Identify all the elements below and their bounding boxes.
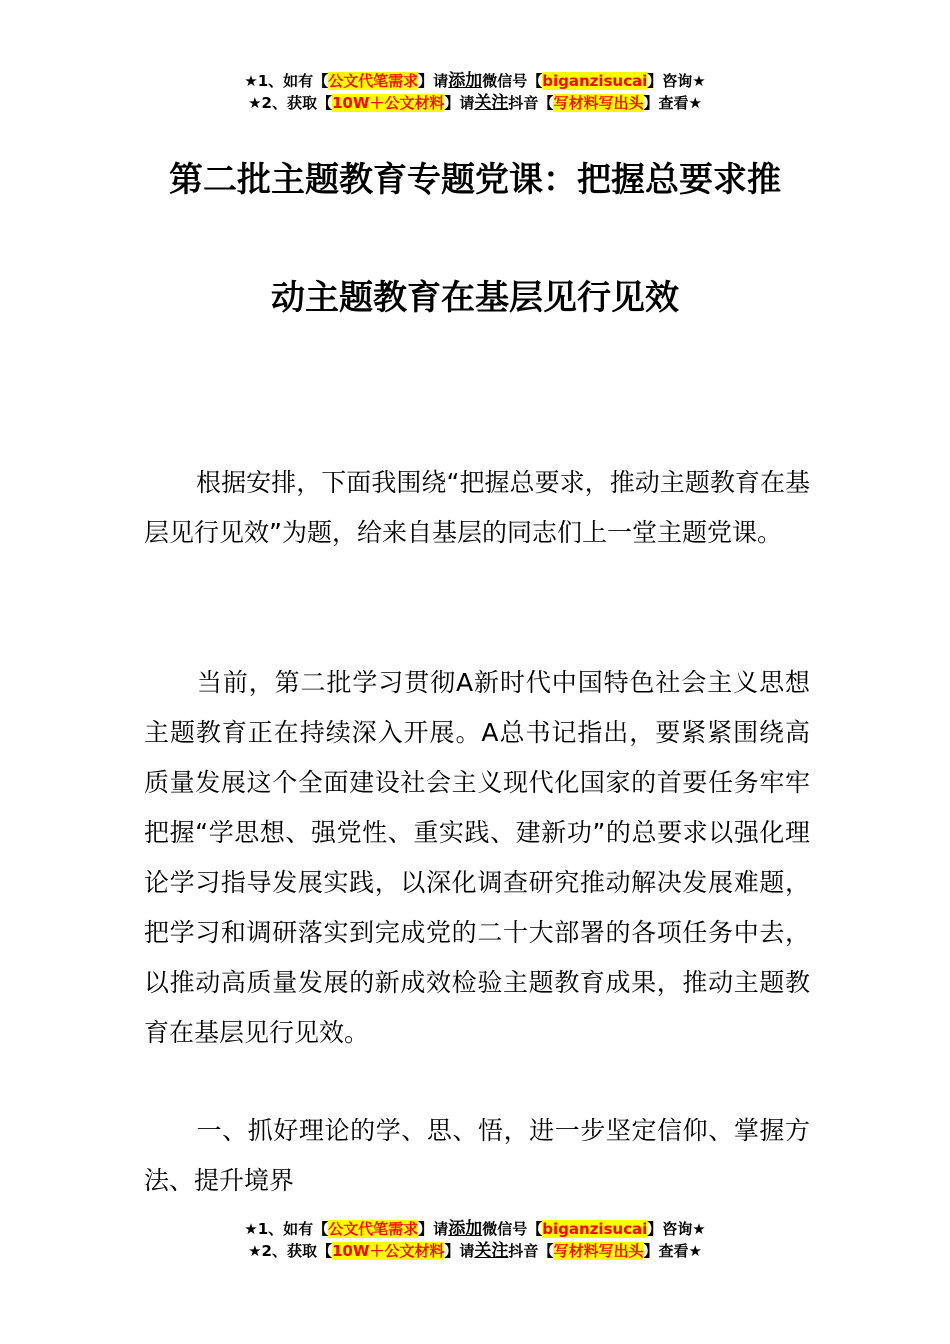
banner-text: ★2、获取【 — [248, 1242, 332, 1260]
banner-wechat-id: biganzisucai — [542, 1220, 648, 1238]
document-title-line-2: 动主题教育在基层见行见效 — [271, 278, 679, 318]
banner-text: 】咨询★ — [647, 72, 706, 90]
banner-underline: 关注 — [474, 93, 509, 113]
banner-text: 】查看★ — [643, 1242, 702, 1260]
section-heading — [144, 1106, 810, 1206]
banner-text: 】查看★ — [643, 94, 702, 112]
body-paragraph — [144, 458, 810, 558]
banner-text: ★1、如有【 — [244, 72, 329, 90]
paragraph-text: 当前，第二批学习贯彻A新时代中国特色社会主义思想主题教育正在持续深入开展。A总书记指出，要紧紧围绕高质量发展这个全面建设社会主义现代化国家的首要任务牢牢把握“学思想、强党性、重实践、建新功”的总要求以强化理论学习指导发展实践，以深化调查研究推动解决发展难题，把学习和调研落实到完成党的二十大部署的各项任务中去，以推动高质量发展的新成效检验主题教育成果，推动主题教育在基层见行见效。 — [144, 668, 810, 1047]
banner-line-1 — [0, 70, 950, 92]
banner-line-2 — [0, 1240, 950, 1262]
banner-douyin-id: 写材料写出头 — [553, 1242, 644, 1260]
banner-text: 】请 — [418, 1220, 449, 1238]
banner-douyin-id: 写材料写出头 — [553, 94, 644, 112]
bottom-banner — [0, 1218, 950, 1262]
banner-underline: 添加 — [448, 71, 483, 91]
banner-text: 】请 — [444, 94, 475, 112]
document-title-line-1: 第二批主题教育专题党课：把握总要求推 — [169, 160, 781, 200]
banner-line-1 — [0, 1218, 950, 1240]
banner-text: 】请 — [418, 72, 449, 90]
banner-highlight: 公文代笔需求 — [328, 1220, 419, 1238]
banner-highlight: 10W＋公文材料 — [331, 1242, 445, 1260]
paragraph-text: 一、抓好理论的学、思、悟，进一步坚定信仰、掌握方法、提升境界 — [144, 1116, 810, 1195]
banner-text: 微信号【 — [482, 72, 543, 90]
paragraph-text: 根据安排，下面我围绕“把握总要求，推动主题教育在基层见行见效”为题，给来自基层的同志们上一堂主题党课。 — [144, 468, 810, 547]
banner-line-2 — [0, 92, 950, 114]
banner-text: ★1、如有【 — [244, 1220, 329, 1238]
banner-text: ★2、获取【 — [248, 94, 332, 112]
banner-highlight: 10W＋公文材料 — [331, 94, 445, 112]
banner-text: 微信号【 — [482, 1220, 543, 1238]
banner-underline: 添加 — [448, 1219, 483, 1239]
banner-wechat-id: biganzisucai — [542, 72, 648, 90]
top-banner — [0, 70, 950, 114]
body-paragraph — [144, 658, 810, 1058]
banner-text: 抖音【 — [508, 94, 554, 112]
banner-text: 】咨询★ — [647, 1220, 706, 1238]
banner-underline: 关注 — [474, 1241, 509, 1261]
banner-text: 】请 — [444, 1242, 475, 1260]
banner-text: 抖音【 — [508, 1242, 554, 1260]
banner-highlight: 公文代笔需求 — [328, 72, 419, 90]
